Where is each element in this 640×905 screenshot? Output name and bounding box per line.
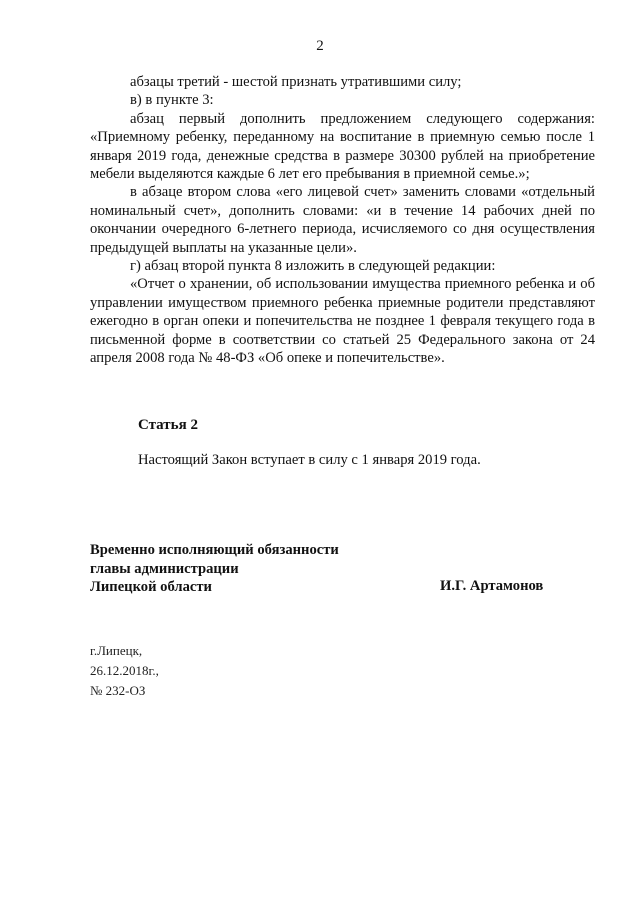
signature-line-1: Временно исполняющий обязанности: [90, 542, 339, 558]
signatory-name: И.Г. Артамонов: [440, 578, 544, 594]
footer-date: 26.12.2018г.,: [90, 663, 159, 678]
signature-line-2: главы администрации: [90, 560, 239, 577]
paragraph-point-3: в) в пункте 3:: [130, 92, 214, 109]
paragraph-repeal: абзацы третий - шестой признать утратившими силу;: [130, 74, 462, 90]
article-text: Настоящий Закон вступает в силу с 1 января 2019 года.: [138, 452, 481, 468]
paragraph-report-text: «Отчет о хранении, об использовании имущества приемного ребенка и об управлении имуществом приемного ребенка приемные родители представляют ежегодно в орган опеки и попечительства не позднее 1 февраля текущего года в письменной форме в соответствии со статьей 25 Федерального закона от 24 апреля 2008 года № 48-ФЗ «Об опеке и попечительстве».: [90, 276, 595, 367]
paragraph-addition-first: абзац первый дополнить предложением следующего содержания: «Приемному ребенку, переданному на воспитание в приемную семью после 1 января 2019 года, денежные средства в размере 30300 рублей на приобретение мебели выделяются каждые 6 лет его пребывания в приемной семье.»;: [90, 110, 595, 183]
footer-law-number: № 232-ОЗ: [90, 683, 146, 698]
document-footer: [90, 641, 159, 701]
page-number: 2: [316, 38, 324, 54]
signature-title: [90, 541, 339, 597]
document-body: [90, 73, 595, 368]
signature-line-3: Липецкой области: [90, 579, 212, 595]
paragraph-account-change: в абзаце втором слова «его лицевой счет» заменить словами «отдельный номинальный счет», дополнить словами: «и в течение 14 рабочих дней по окончании очередного 6-летнего периода, исчисляемого со дня осуществления предыдущей выплаты на указанные цели».: [90, 184, 595, 256]
paragraph-point-8: г) абзац второй пункта 8 изложить в следующей редакции:: [130, 258, 496, 275]
footer-city: г.Липецк,: [90, 643, 143, 658]
article-heading: Статья 2: [138, 417, 198, 433]
